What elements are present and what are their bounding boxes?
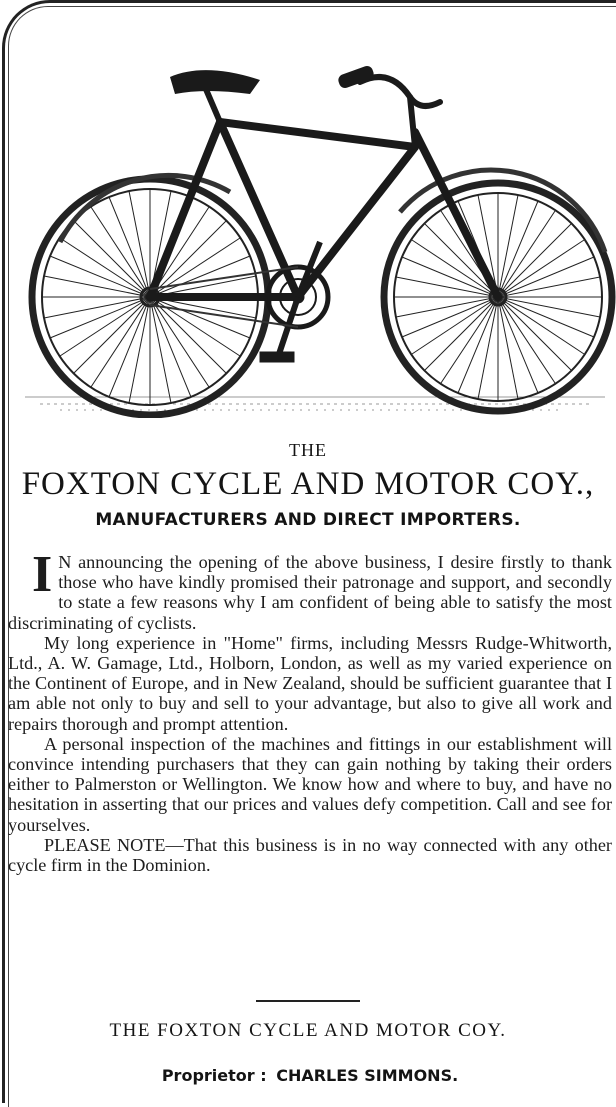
saddle — [170, 70, 260, 94]
paragraph-1: N announcing the opening of the above business, I desire firstly to thank those who have kindly promised their patronage and support, and secondly to state a few reasons why I am confident of being able to satisfy the most discriminating of cyclists. — [8, 552, 612, 633]
bicycle-illustration — [20, 52, 616, 418]
paragraph-4: PLEASE NOTE—That this business is in no way connected with any other cycle firm in the Dominion. — [8, 834, 612, 876]
proprietor-label: Proprietor : — [161, 1066, 267, 1085]
proprietor-line — [0, 1066, 616, 1085]
company-title: FOXTON CYCLE AND MOTOR COY., — [21, 466, 595, 502]
ad-body — [8, 546, 612, 876]
tagline: MANUFACTURERS AND DIRECT IMPORTERS. — [95, 510, 521, 530]
proprietor-name: CHARLES SIMMONS. — [276, 1066, 459, 1085]
ad-the: THE — [289, 440, 327, 460]
bicycle-frame — [150, 122, 498, 297]
paragraph-3: A personal inspection of the machines and fittings in our establishment will convince intending purchasers that they can gain nothing by taking their orders either to Palmerston or Wellington. We know how and where to buy, and have no hesitation in asserting that our prices and values defy competition. Call and see for yourselves. — [8, 733, 612, 835]
divider-rule — [256, 1000, 360, 1002]
handlebar — [360, 77, 440, 147]
paragraph-2: My long experience in "Home" firms, including Messrs Rudge-Whitworth, Ltd., A. W. Gamage, Ltd., Holborn, London, as well as my varied experience on the Continent of Europe, and in New Zealand, should be sufficient guarantee that I am able not only to buy and sell to your advantage, but also to give all work and repairs thorough and prompt attention. — [8, 632, 612, 734]
footer-company-name: THE FOXTON CYCLE AND MOTOR COY. — [109, 1020, 507, 1041]
dropcap: I — [32, 546, 53, 603]
chainwheel — [260, 242, 328, 362]
